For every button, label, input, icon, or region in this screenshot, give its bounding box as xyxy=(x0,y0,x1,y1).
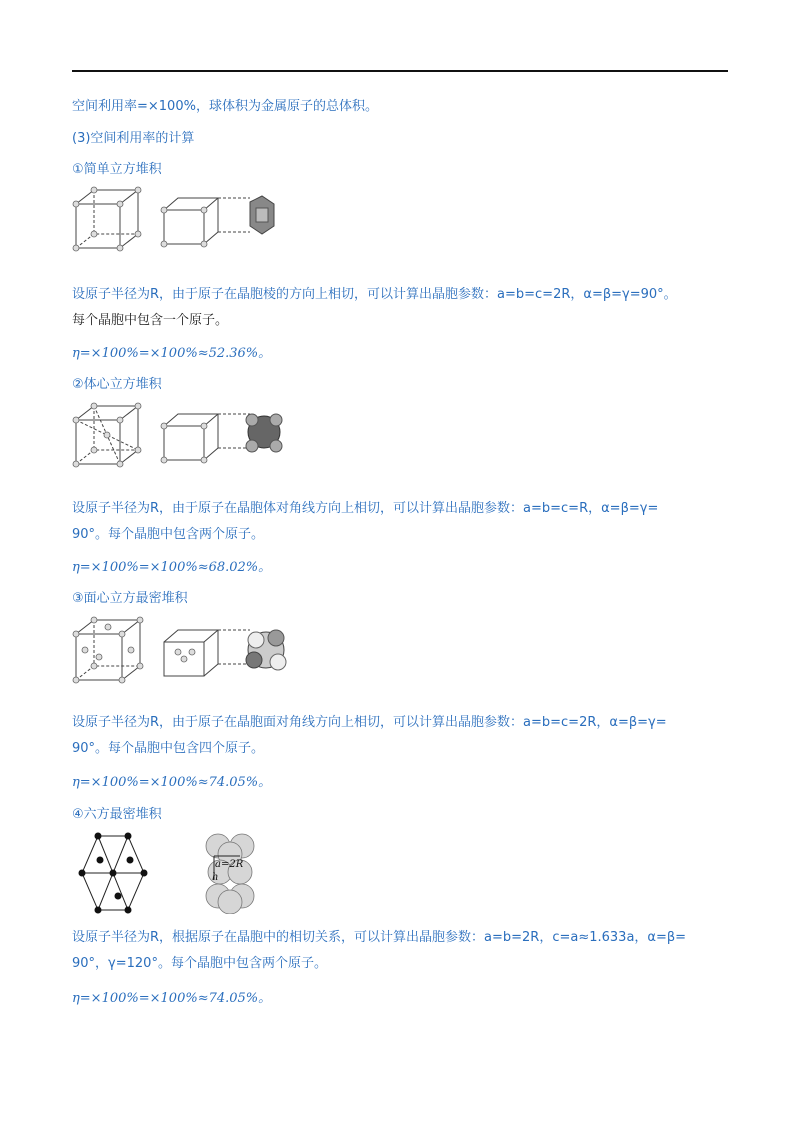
figure-label-h: h xyxy=(212,872,219,883)
figure-label-a: a=2R xyxy=(215,859,244,870)
section-description-hcp: 设原子半径为R，根据原子在晶胞中的相切关系，可以计算出晶胞参数：a=b=2R，c=a≈1.633a，α=β= 90°，γ=120°。每个晶胞中包含两个原子。 xyxy=(72,930,687,971)
section-result-fcc: η=×100%=×100%≈74.05%。 xyxy=(72,775,272,790)
section-description-bcc: 设原子半径为R，由于原子在晶胞体对角线方向上相切，可以计算出晶胞参数：a=b=c=R，α=β=γ= 90°。每个晶胞中包含两个原子。 xyxy=(72,501,659,542)
intro-line: 空间利用率=×100%，球体积为金属原子的总体积。 xyxy=(72,99,378,114)
section-heading: (3)空间利用率的计算 xyxy=(72,131,195,146)
section-title-fcc: ③面心立方最密堆积 xyxy=(72,591,188,606)
figure-bcc xyxy=(72,402,287,468)
figure-simple-cubic xyxy=(72,186,282,252)
section-description-fcc: 设原子半径为R，由于原子在晶胞面对角线方向上相切，可以计算出晶胞参数：a=b=c=2R，α=β=γ= 90°。每个晶胞中包含四个原子。 xyxy=(72,715,667,756)
section-result-bcc: η=×100%=×100%≈68.02%。 xyxy=(72,560,272,575)
figure-fcc xyxy=(72,616,287,684)
header-rule xyxy=(72,70,728,72)
section-description-simple-cubic: 设原子半径为R，由于原子在晶胞棱的方向上相切，可以计算出晶胞参数：a=b=c=2R，α=β=γ=90°。 每个晶胞中包含一个原子。 xyxy=(72,287,677,328)
section-result-hcp: η=×100%=×100%≈74.05%。 xyxy=(72,991,272,1006)
section-title-simple-cubic: ①简单立方堆积 xyxy=(72,162,162,177)
figure-hcp xyxy=(72,832,272,914)
section-result-simple-cubic: η=×100%=×100%≈52.36%。 xyxy=(72,346,272,361)
section-title-bcc: ②体心立方堆积 xyxy=(72,377,162,392)
section-title-hcp: ④六方最密堆积 xyxy=(72,807,162,822)
